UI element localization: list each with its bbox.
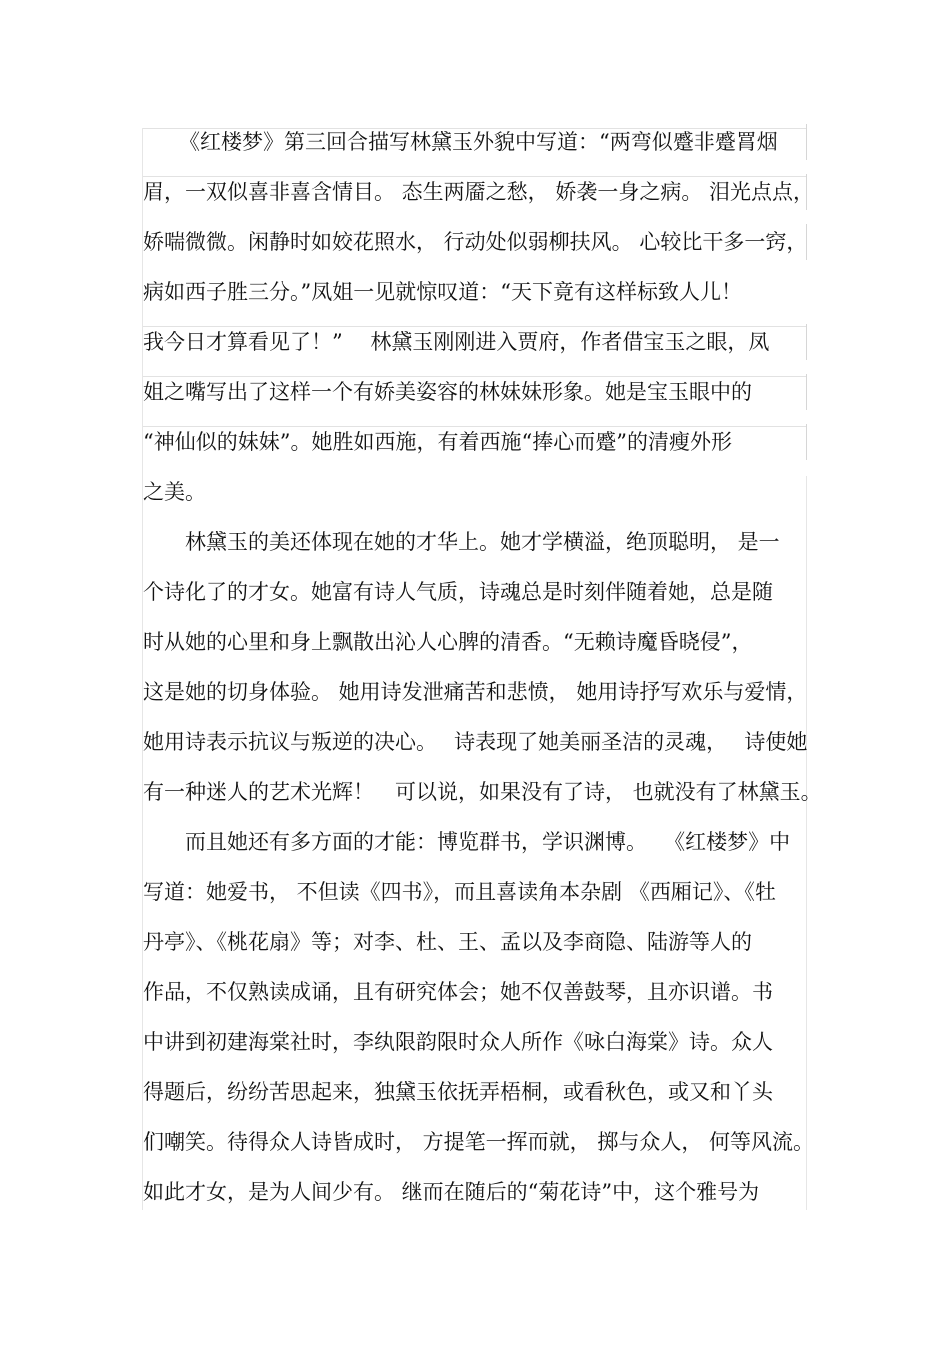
- scan-rule-right: [806, 476, 807, 1210]
- paragraph-3-line-2: 写道：她爱书， 不但读《四书》，而且喜读角本杂剧 《西厢记》、《牡: [143, 880, 776, 904]
- paragraph-1-line-8: 之美。: [143, 480, 206, 504]
- paragraph-2-line-5: 她用诗表示抗议与叛逆的决心。 诗表现了她美丽圣洁的灵魂， 诗使她: [143, 730, 808, 754]
- paragraph-1-line-3: 娇喘微微。闲静时如姣花照水， 行动处似弱柳扶风。 心较比干多一窍，: [143, 224, 807, 260]
- paragraph-1-line-1: 《红楼梦》第三回合描写林黛玉外貌中写道：“两弯似蹙非蹙罥烟: [143, 124, 807, 160]
- paragraph-1-line-7: “神仙似的妹妹”。她胜如西施，有着西施“捧心而蹙”的清瘦外形: [143, 424, 807, 460]
- paragraph-1-line-2: 眉，一双似喜非喜含情目。 态生两靥之愁， 娇袭一身之病。 泪光点点，: [143, 174, 807, 210]
- paragraph-2-line-1: 林黛玉的美还体现在她的才华上。她才学横溢，绝顶聪明， 是一: [185, 530, 780, 554]
- paragraph-2-line-6: 有一种迷人的艺术光辉！ 可以说，如果没有了诗， 也就没有了林黛玉。: [143, 780, 822, 804]
- paragraph-3-line-6: 得题后，纷纷苦思起来，独黛玉依抚弄梧桐，或看秋色，或又和丫头: [143, 1080, 773, 1104]
- paragraph-3-line-4: 作品，不仅熟读成诵，且有研究体会；她不仅善鼓琴，且亦识谱。书: [143, 980, 773, 1004]
- paragraph-3-line-5: 中讲到初建海棠社时，李纨限韵限时众人所作《咏白海棠》诗。众人: [143, 1030, 773, 1054]
- paragraph-3-line-1: 而且她还有多方面的才能：博览群书，学识渊博。 《红楼梦》中: [185, 830, 791, 854]
- paragraph-3-line-7: 们嘲笑。待得众人诗皆成时， 方提笔一挥而就， 掷与众人， 何等风流。: [143, 1130, 815, 1154]
- paragraph-2-line-3: 时从她的心里和身上飘散出沁人心脾的清香。“无赖诗魔昏晓侵”，: [143, 630, 753, 654]
- paragraph-2-line-2: 个诗化了的才女。她富有诗人气质，诗魂总是时刻伴随着她，总是随: [143, 580, 773, 604]
- paragraph-1-line-4: 病如西子胜三分。”凤姐一见就惊叹道：“天下竟有这样标致人儿！: [143, 280, 742, 304]
- paragraph-2-line-4: 这是她的切身体验。 她用诗发泄痛苦和悲愤， 她用诗抒写欢乐与爱情，: [143, 680, 808, 704]
- paragraph-1-line-6: 姐之嘴写出了这样一个有娇美姿容的林妹妹形象。她是宝玉眼中的: [143, 374, 807, 410]
- paragraph-3-line-8: 如此才女，是为人间少有。 继而在随后的“菊花诗”中，这个雅号为: [143, 1180, 760, 1204]
- paragraph-1-line-5: 我今日才算看见了！” 林黛玉刚刚进入贾府，作者借宝玉之眼，凤: [143, 324, 807, 360]
- paragraph-3-line-3: 丹亭》、《桃花扇》等；对李、杜、王、孟以及李商隐、陆游等人的: [143, 930, 752, 954]
